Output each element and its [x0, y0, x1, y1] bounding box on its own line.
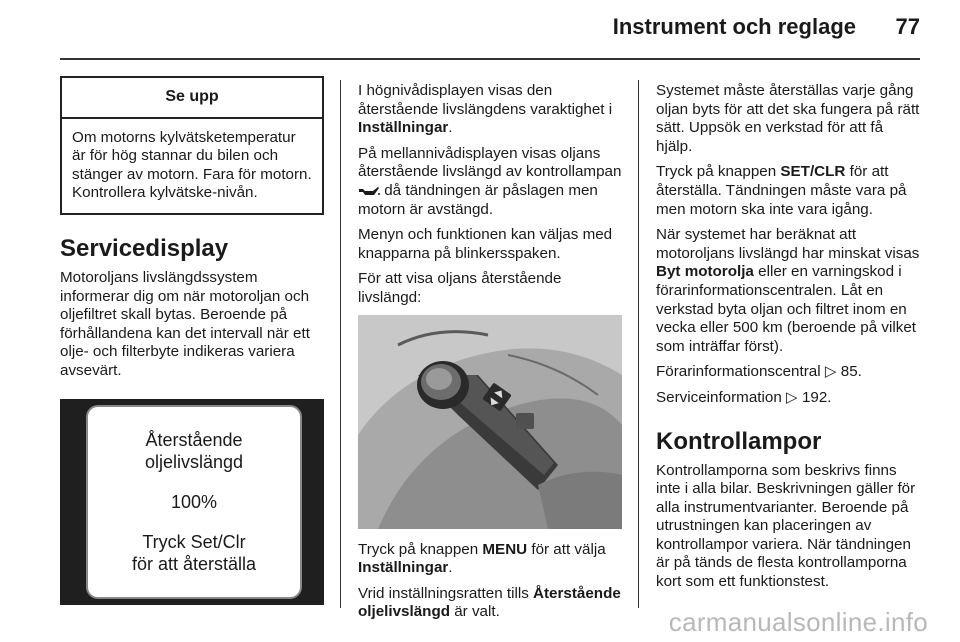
page-number: 77: [895, 14, 920, 39]
column-2: [358, 82, 622, 629]
display-line: för att återställa: [131, 553, 257, 574]
oil-can-icon: [358, 185, 380, 197]
warning-text: Om motorns kylvätsketemperatur är för hög stannar du bilen och stänger av motorn. Fara för motorn. Kontrollera kylvätske-nivån.: [72, 128, 312, 202]
paragraph: [656, 163, 922, 219]
turn-signal-stalk-photo: [358, 315, 622, 529]
paragraph: [358, 585, 622, 622]
reference-text: Serviceinformation: [656, 388, 782, 406]
text-run: för att återställa. Tändningen måste vara på men motorn ska inte vara igång.: [656, 163, 907, 218]
paragraph: Tryck på knappen MENU för att välja Inställningar.: [358, 540, 606, 577]
reference-page: 85.: [840, 363, 862, 381]
service-display-illustration: [60, 399, 324, 605]
kontrollampor-heading: Kontrollampor: [656, 427, 822, 455]
header-rule: [60, 58, 920, 60]
reference-arrow-icon: ▷: [824, 363, 837, 381]
display-screen: [86, 405, 302, 599]
paragraph: [656, 226, 922, 356]
bold-term: Byt motorolja: [656, 263, 754, 281]
bold-term: Återstående oljelivslängd: [358, 584, 621, 621]
text-run: I högnivådisplayen visas den återstående livslängdens varaktighet i: [358, 82, 613, 118]
bold-term: Inställningar: [358, 559, 449, 577]
column-divider: [638, 80, 639, 608]
servicedisplay-intro: Motoroljans livslängdssystem informerar dig om när motoroljan och oljefiltret skall bytas. Beroende på förhållandena kan det intervall när ett olje- och filterbyte indikeras variera avsevärt.: [60, 268, 310, 379]
servicedisplay-heading: Servicedisplay: [60, 234, 229, 262]
column-3: [656, 82, 922, 599]
text-run: När systemet har beräknat att motoroljans livslängd har minskat visas: [656, 226, 920, 262]
display-line: Återstående: [145, 429, 243, 450]
text-run: för att välja: [531, 540, 606, 558]
bold-term: SET/CLR: [780, 163, 846, 181]
column-1: [60, 76, 324, 605]
text-run: Vrid inställningsratten tills: [358, 584, 529, 602]
column-divider: [340, 80, 341, 608]
display-line: Tryck Set/Clr: [142, 531, 246, 552]
section-title: Instrument och reglage: [612, 14, 856, 39]
paragraph: I högnivådisplayen visas den återstående livslängdens varaktighet i Inställningar.: [358, 82, 613, 137]
reference-text: Förarinformationscentral: [656, 363, 821, 381]
text-run: Tryck på knappen: [358, 540, 479, 558]
text-run: eller en varningskod i förarinformationscentralen. Låt en verkstad byta oljan och filtret inom en vecka eller 500 km (beroende på vilket som inträffar först).: [656, 263, 917, 355]
paragraph: Menyn och funktionen kan väljas med knapparna på blinkersspaken.: [358, 226, 613, 262]
cross-reference[interactable]: [656, 389, 922, 408]
display-percent: 100%: [170, 491, 218, 512]
bold-term: MENU: [482, 540, 528, 558]
warning-box: [60, 76, 324, 215]
text-run: På mellannivådisplayen visas oljans återstående livslängd av kontrollampan: [358, 144, 622, 181]
bold-term: Inställningar: [358, 119, 449, 137]
paragraph: Systemet måste återställas varje gång oljan byts för att det ska fungera på rätt sätt. Uppsök en verkstad för att få hjälp.: [656, 82, 920, 155]
reference-arrow-icon: ▷: [786, 388, 798, 406]
cross-reference[interactable]: [656, 363, 922, 382]
text-run: Tryck på knappen: [656, 163, 777, 181]
text-run: är valt.: [454, 603, 500, 621]
text-run: då tändningen är påslagen men motorn är avstängd.: [358, 181, 598, 218]
warning-title: Se upp: [62, 78, 322, 119]
watermark: carmanualsonline.info: [668, 607, 928, 637]
reference-page: 192.: [801, 388, 832, 406]
paragraph: [358, 145, 622, 219]
display-line: oljelivslängd: [144, 451, 244, 472]
paragraph: För att visa oljans återstående livslängd:: [358, 270, 562, 306]
paragraph: Kontrollamporna som beskrivs finns inte i alla bilar. Beskrivningen gäller för alla instrumentvarianter. Beroende på utrustningen kan placeringen av kontrollampor variera. När tändningen är på tänds de flesta kontrollamporna kort som ett funktionstest.: [656, 461, 916, 591]
